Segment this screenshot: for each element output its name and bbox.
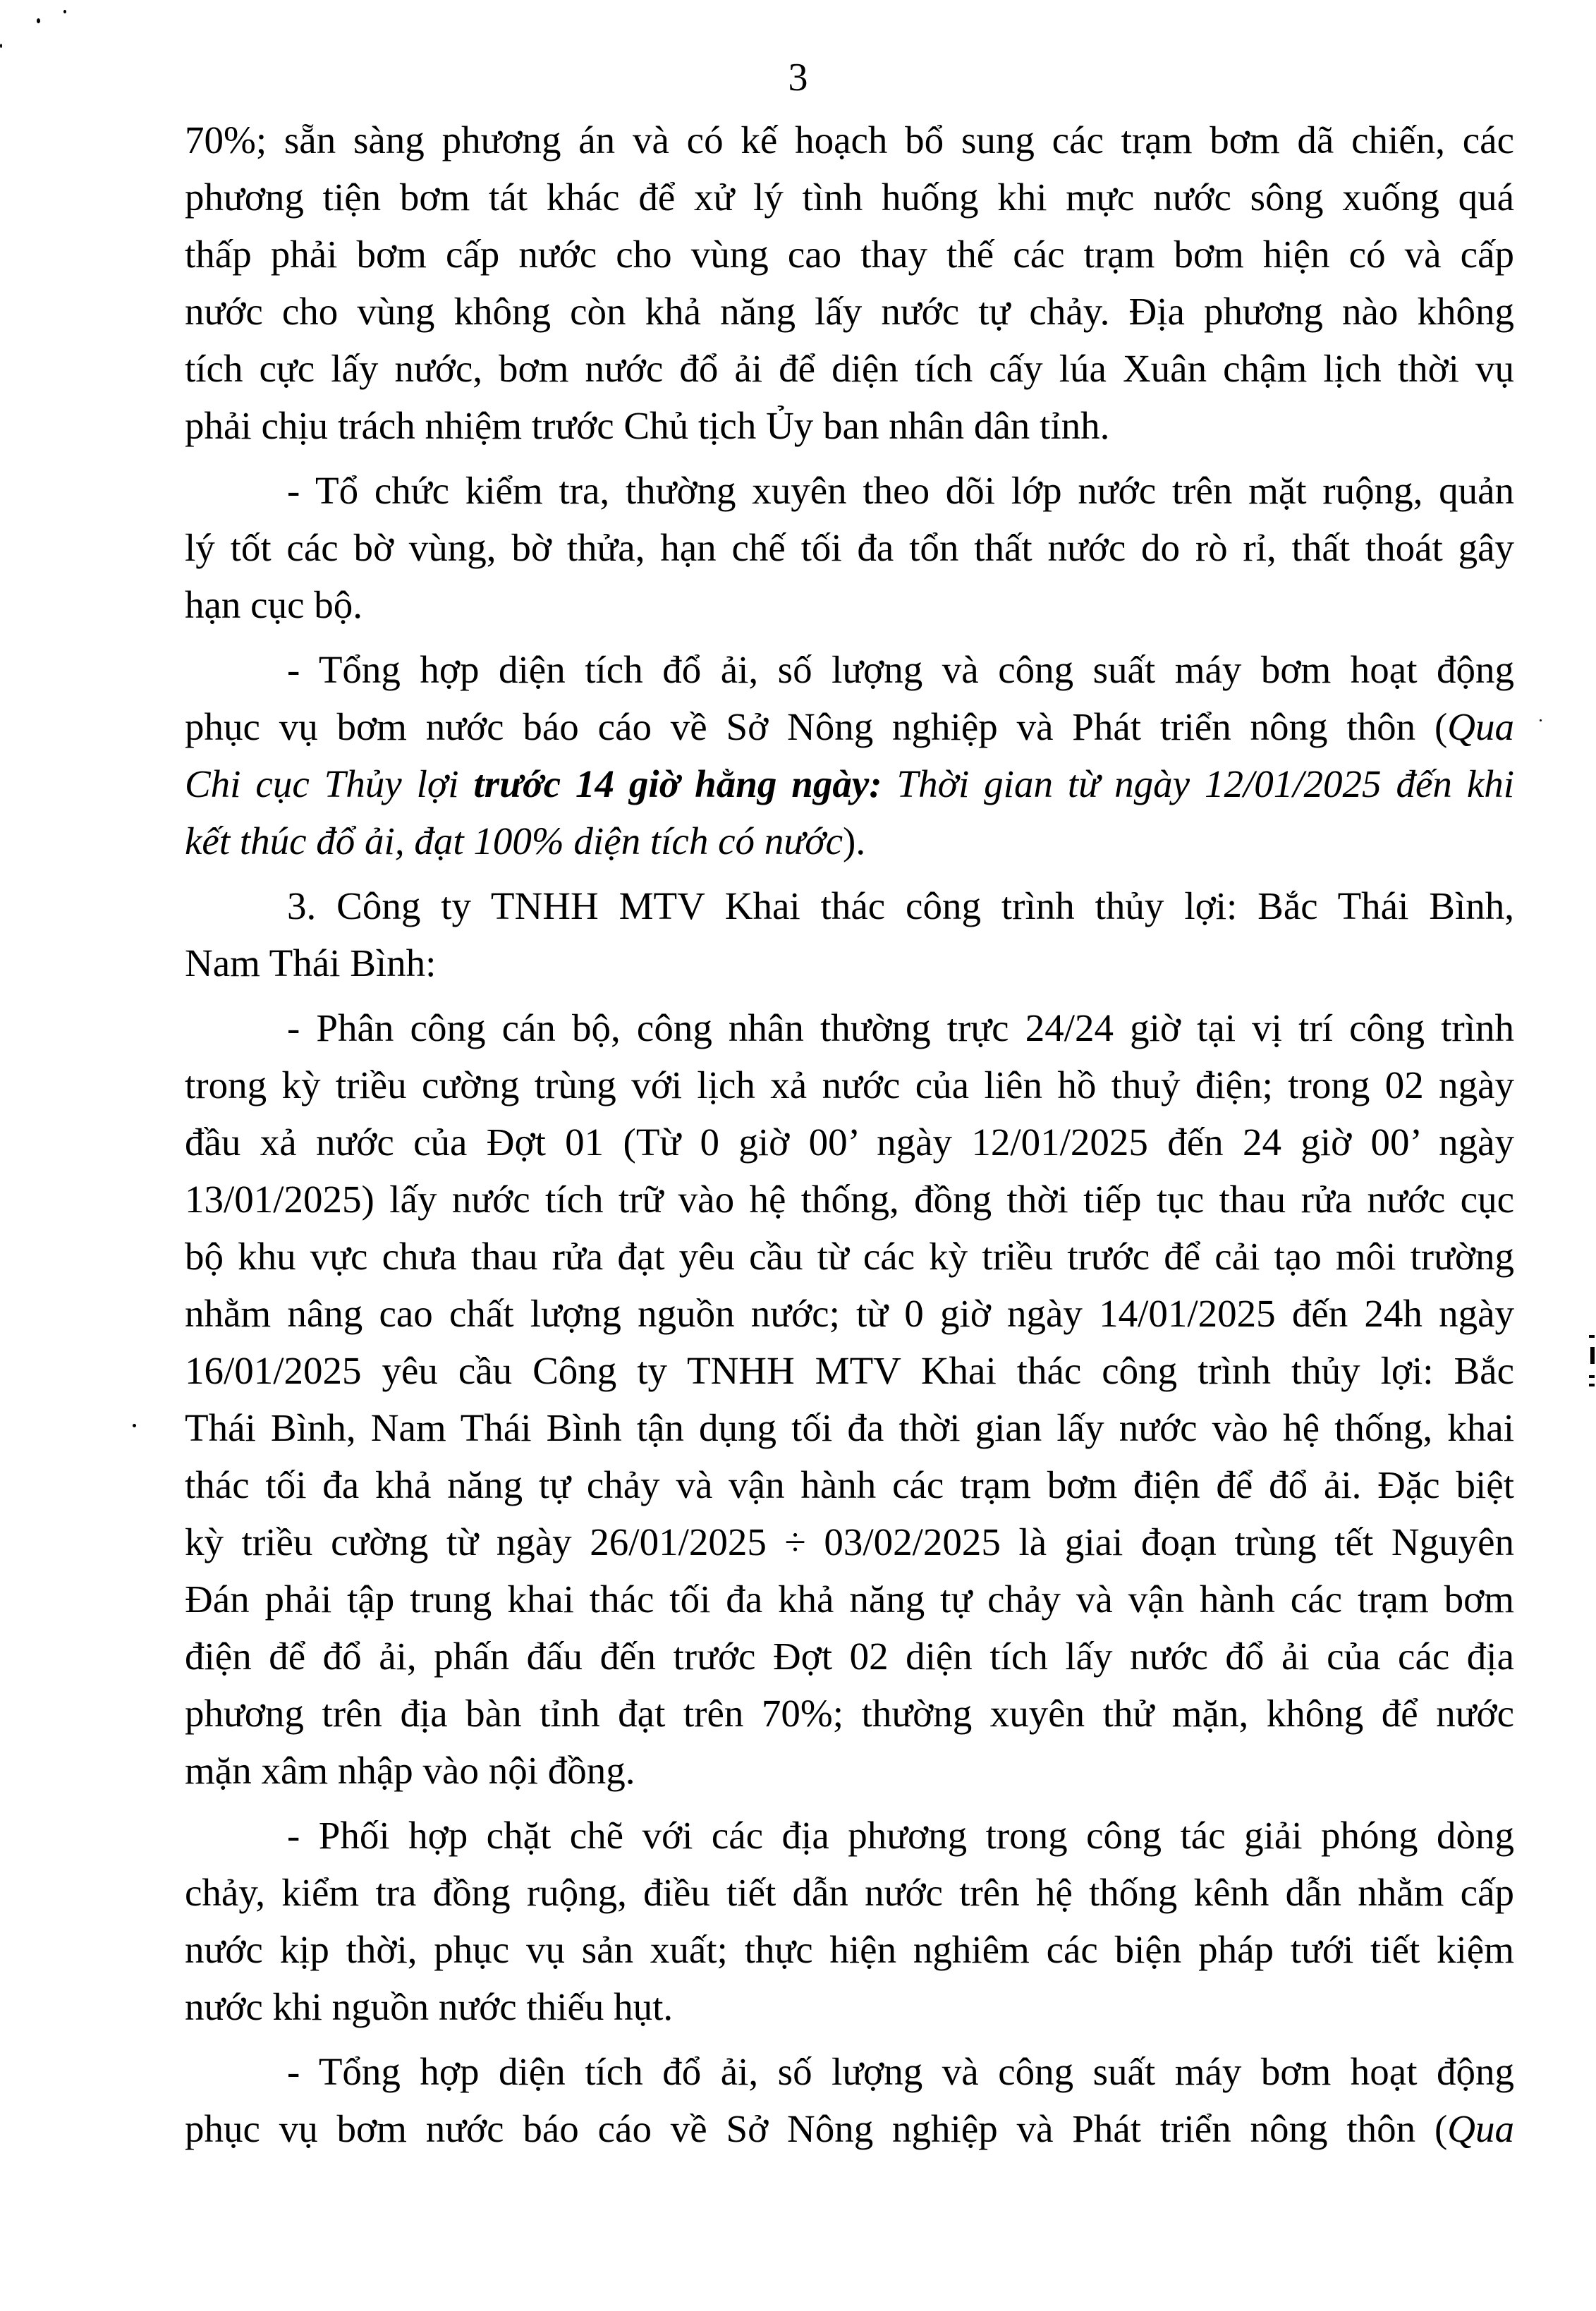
section-heading-line: Nam Thái Bình: bbox=[185, 941, 437, 984]
text-line: - Tổng hợp diện tích đổ ải, số lượng và công suất máy bơm hoạt động bbox=[287, 648, 1514, 691]
text-line: 16/01/2025 yêu cầu Công ty TNHH MTV Khai thác công trình thủy lợi: Bắc bbox=[185, 1349, 1514, 1392]
text-line: - Tổng hợp diện tích đổ ải, số lượng và công suất máy bơm hoạt động bbox=[287, 2050, 1514, 2093]
edge-mark bbox=[1589, 1384, 1595, 1386]
text-line: Đán phải tập trung khai thác tối đa khả năng tự chảy và vận hành các trạm bơm bbox=[185, 1578, 1514, 1621]
text-line bbox=[185, 2100, 1514, 2157]
italic-run: kết thúc đổ ải, đạt 100% diện tích có nước bbox=[185, 819, 843, 862]
text-line: phải chịu trách nhiệm trước Chủ tịch Ủy ban nhân dân tỉnh. bbox=[185, 404, 1110, 447]
text-line: 70%; sẵn sàng phương án và có kế hoạch bổ sung các trạm bơm dã chiến, các bbox=[185, 118, 1514, 161]
text-line: thác tối đa khả năng tự chảy và vận hành các trạm bơm điện để đổ ải. Đặc biệt bbox=[185, 1463, 1514, 1506]
paragraph bbox=[185, 2043, 1514, 2157]
text-line: trong kỳ triều cường trùng với lịch xả nước của liên hồ thuỷ điện; trong 02 ngày bbox=[185, 1063, 1514, 1106]
scan-speck bbox=[133, 1424, 136, 1427]
text-line: thấp phải bơm cấp nước cho vùng cao thay thế các trạm bơm hiện có và cấp bbox=[185, 233, 1514, 276]
text-line: chảy, kiểm tra đồng ruộng, điều tiết dẫn nước trên hệ thống kênh dẫn nhằm cấp bbox=[185, 1871, 1514, 1914]
edge-mark bbox=[1589, 1335, 1595, 1338]
text-line: nước kịp thời, phục vụ sản xuất; thực hiện nghiêm các biện pháp tưới tiết kiệm bbox=[185, 1928, 1514, 1971]
text-line: hạn cục bộ. bbox=[185, 583, 363, 626]
text-line: nhằm nâng cao chất lượng nguồn nước; từ 0 giờ ngày 14/01/2025 đến 24h ngày bbox=[185, 1292, 1514, 1335]
text-line bbox=[185, 755, 1514, 812]
italic-run: Chi cục Thủy lợi bbox=[185, 762, 474, 805]
text-line: 13/01/2025) lấy nước tích trữ vào hệ thống, đồng thời tiếp tục thau rửa nước cục bbox=[185, 1178, 1514, 1221]
text-run: ). bbox=[843, 819, 866, 862]
italic-run: Qua bbox=[1447, 2107, 1514, 2150]
text-line: nước cho vùng không còn khả năng lấy nước tự chảy. Địa phương nào không bbox=[185, 290, 1514, 333]
text-line: bộ khu vực chưa thau rửa đạt yêu cầu từ các kỳ triều trước để cải tạo môi trường bbox=[185, 1235, 1514, 1278]
section-heading-line: 3. Công ty TNHH MTV Khai thác công trình thủy lợi: Bắc Thái Bình, bbox=[287, 884, 1514, 927]
text-line: mặn xâm nhập vào nội đồng. bbox=[185, 1749, 635, 1792]
text-run: phục vụ bơm nước báo cáo về Sở Nông nghiệp và Phát triển nông thôn ( bbox=[185, 705, 1448, 748]
paragraph bbox=[185, 462, 1514, 633]
text-line: lý tốt các bờ vùng, bờ thửa, hạn chế tối đa tổn thất nước do rò rỉ, thất thoát gây bbox=[185, 526, 1514, 569]
text-line: - Phân công cán bộ, công nhân thường trực 24/24 giờ tại vị trí công trình bbox=[287, 1006, 1514, 1049]
text-line: phương trên địa bàn tỉnh đạt trên 70%; thường xuyên thử mặn, không để nước bbox=[185, 1692, 1514, 1735]
text-line: phương tiện bơm tát khác để xử lý tình huống khi mực nước sông xuống quá bbox=[185, 176, 1514, 219]
italic-run: Thời gian từ ngày 12/01/2025 đến khi bbox=[882, 762, 1515, 805]
edge-mark bbox=[1590, 1347, 1595, 1364]
text-line: kỳ triều cường từ ngày 26/01/2025 ÷ 03/02/2025 là giai đoạn trùng tết Nguyên bbox=[185, 1520, 1514, 1563]
scan-speck bbox=[0, 44, 2, 48]
bold-italic-run: trước 14 giờ hằng ngày: bbox=[473, 762, 882, 805]
paragraph bbox=[185, 999, 1514, 1799]
text-line: điện để đổ ải, phấn đấu đến trước Đợt 02 diện tích lấy nước đổ ải của các địa bbox=[185, 1635, 1514, 1678]
text-line: đầu xả nước của Đợt 01 (Từ 0 giờ 00’ ngày 12/01/2025 đến 24 giờ 00’ ngày bbox=[185, 1121, 1514, 1164]
page-number: 3 bbox=[788, 56, 808, 99]
text-line bbox=[185, 812, 1514, 870]
paragraph bbox=[185, 877, 1514, 992]
scan-speck bbox=[1540, 719, 1542, 721]
text-line: Thái Bình, Nam Thái Bình tận dụng tối đa thời gian lấy nước vào hệ thống, khai bbox=[185, 1406, 1514, 1449]
paragraph bbox=[185, 641, 1514, 870]
italic-run: Qua bbox=[1447, 705, 1514, 748]
scan-speck bbox=[37, 18, 40, 23]
text-line bbox=[185, 698, 1514, 755]
text-line: tích cực lấy nước, bơm nước đổ ải để diện tích cấy lúa Xuân chậm lịch thời vụ bbox=[185, 347, 1514, 390]
scan-speck bbox=[63, 10, 66, 13]
paragraph bbox=[185, 1807, 1514, 2035]
text-run: phục vụ bơm nước báo cáo về Sở Nông nghiệp và Phát triển nông thôn ( bbox=[185, 2107, 1448, 2150]
edge-mark bbox=[1589, 1375, 1595, 1378]
text-line: - Phối hợp chặt chẽ với các địa phương trong công tác giải phóng dòng bbox=[287, 1814, 1514, 1857]
paragraph bbox=[185, 111, 1514, 454]
document-body bbox=[185, 111, 1514, 2157]
text-line: - Tổ chức kiểm tra, thường xuyên theo dõi lớp nước trên mặt ruộng, quản bbox=[287, 469, 1514, 512]
text-line: nước khi nguồn nước thiếu hụt. bbox=[185, 1985, 674, 2028]
